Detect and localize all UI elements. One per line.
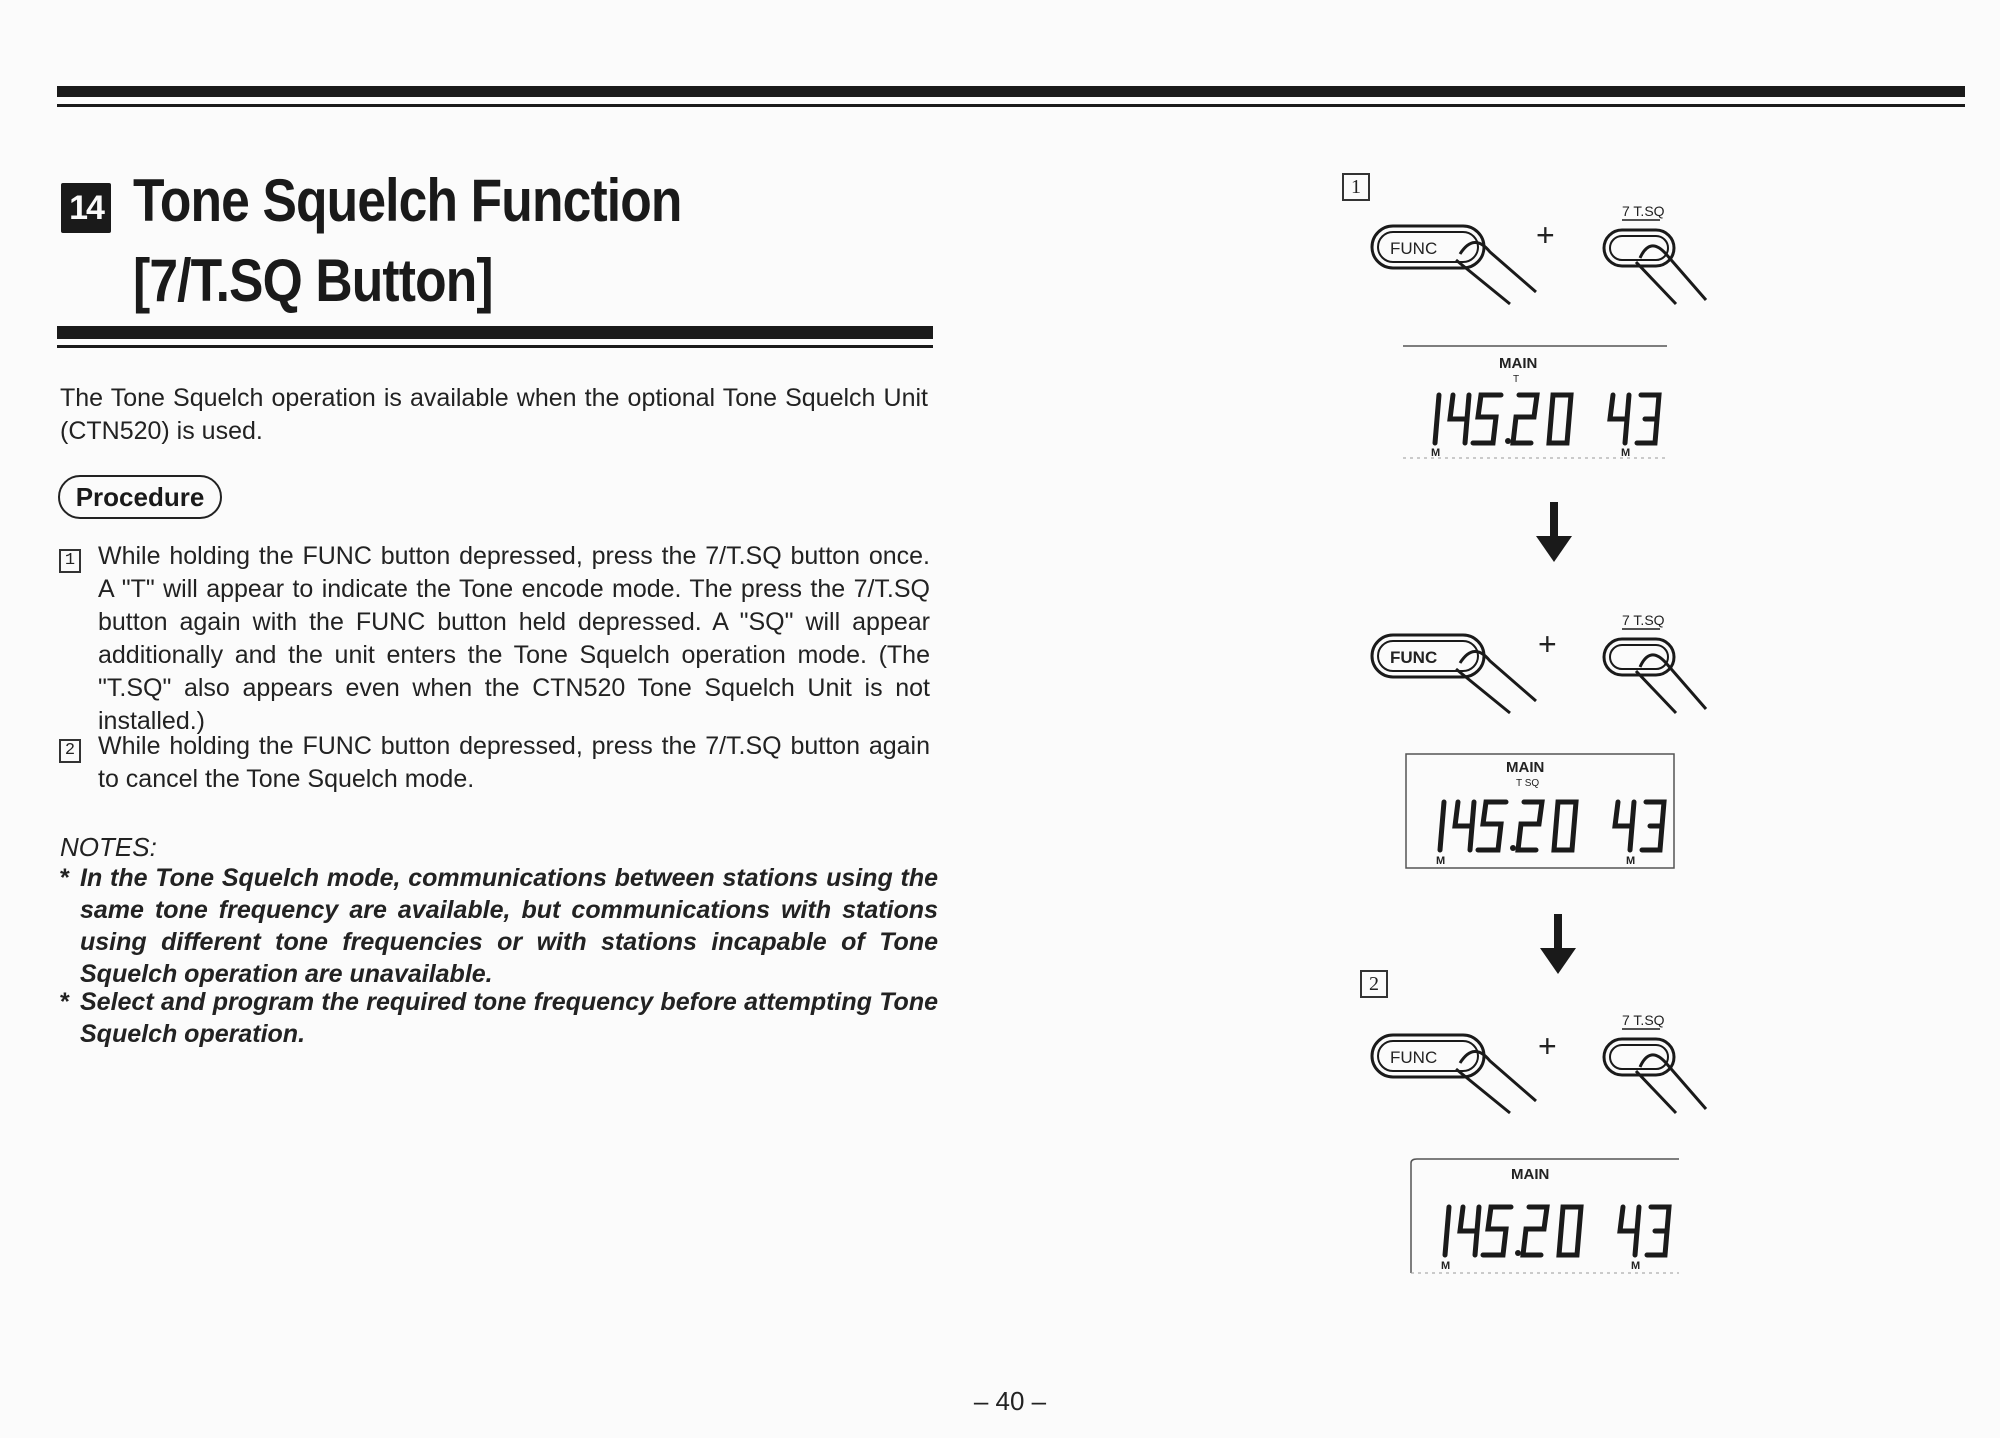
lcd-channel-digits [1615,802,1664,850]
lcd-frequency-digits [1445,1207,1581,1256]
func-tsq-combo-illustration [1360,605,1720,715]
finger-outline [1456,1069,1510,1113]
lcd-indicator: T SQ [1516,778,1540,789]
lcd-memory-mark: M [1436,855,1446,867]
func-key-label: FUNC [1390,648,1438,667]
arrow-down-icon [1536,912,1580,976]
tsq-key-icon [1604,1039,1674,1075]
step-number-2: 2 [59,739,81,763]
tsq-key-label: 7 T.SQ [1622,612,1665,628]
title-rule [57,326,933,339]
plus-sign: + [1536,217,1555,253]
tsq-key-label: 7 T.SQ [1622,203,1665,219]
notes-label: NOTES: [60,832,157,862]
lcd-main-label: MAIN [1511,1166,1550,1183]
lcd-channel-digits [1620,1207,1669,1255]
top-rule-thin [57,104,1965,107]
arrow-down-icon [1532,500,1576,564]
page-number: – 40 – [973,1386,1047,1416]
note-bullet: * [60,864,70,892]
note-item [60,986,938,1050]
func-tsq-combo-illustration [1360,196,1720,306]
func-key-label: FUNC [1390,1048,1438,1067]
illustration-step-marker-1: 1 [1342,173,1370,201]
top-rule [57,86,1965,97]
procedure-label: Procedure [58,475,222,519]
finger-outline [1456,260,1510,304]
section-number-badge: 14 [61,183,111,233]
step-text-1: While holding the FUNC button depressed, press the 7/T.SQ button once. A "T" will appear to indicate the Tone encode mode. The press the 7/T.SQ button again with the FUNC button held depressed. A "SQ" will appear additionally and the unit enters the Tone Squelch operation mode. (The "T.SQ" also appears even when the CTN520 Tone Squelch Unit is not installed.) [98,542,930,735]
lcd-main-label: MAIN [1499,355,1538,372]
lcd-memory-mark: M [1431,447,1441,459]
illustration-step-marker-2: 2 [1360,970,1388,998]
lcd-display [1405,1155,1685,1275]
step-text-2: While holding the FUNC button depressed, press the 7/T.SQ button again to cancel the Tone Squelch mode. [98,732,930,793]
note-text: Select and program the required tone frequency before attempting Tone Squelch operation. [80,988,938,1048]
lcd-memory-mark: M [1631,1260,1641,1272]
finger-outline [1636,262,1676,304]
lcd-display [1395,340,1675,460]
lcd-frequency-digits [1435,395,1571,444]
note-text: In the Tone Squelch mode, communications between stations using the same tone frequency are available, but communications with stations using different tone frequencies or with stations incapable of Tone Squelch operation are unavailable. [80,864,938,988]
section-title: Tone Squelch Function [133,167,682,234]
plus-sign: + [1538,1028,1557,1064]
intro-paragraph: The Tone Squelch operation is available when the optional Tone Squelch Unit (CTN520) is used. [60,384,928,445]
title-rule-thin [57,345,933,348]
tsq-key-icon [1604,230,1674,266]
finger-outline [1636,671,1676,713]
step-number-1: 1 [59,549,81,573]
finger-outline [1636,1071,1676,1113]
lcd-frequency-digits [1440,802,1576,851]
lcd-memory-mark: M [1626,855,1636,867]
note-bullet: * [60,988,70,1016]
lcd-display [1400,750,1680,870]
func-key-label: FUNC [1390,239,1438,258]
lcd-indicator: T [1513,374,1520,385]
plus-sign: + [1538,626,1557,662]
lcd-channel-digits [1610,395,1659,443]
lcd-memory-mark: M [1441,1260,1451,1272]
lcd-memory-mark: M [1621,447,1631,459]
finger-outline [1456,669,1510,713]
section-subtitle: [7/T.SQ Button] [133,247,493,314]
lcd-main-label: MAIN [1506,759,1545,776]
tsq-key-label: 7 T.SQ [1622,1012,1665,1028]
func-tsq-combo-illustration [1360,1005,1720,1115]
note-item [60,862,938,990]
tsq-key-icon [1604,639,1674,675]
